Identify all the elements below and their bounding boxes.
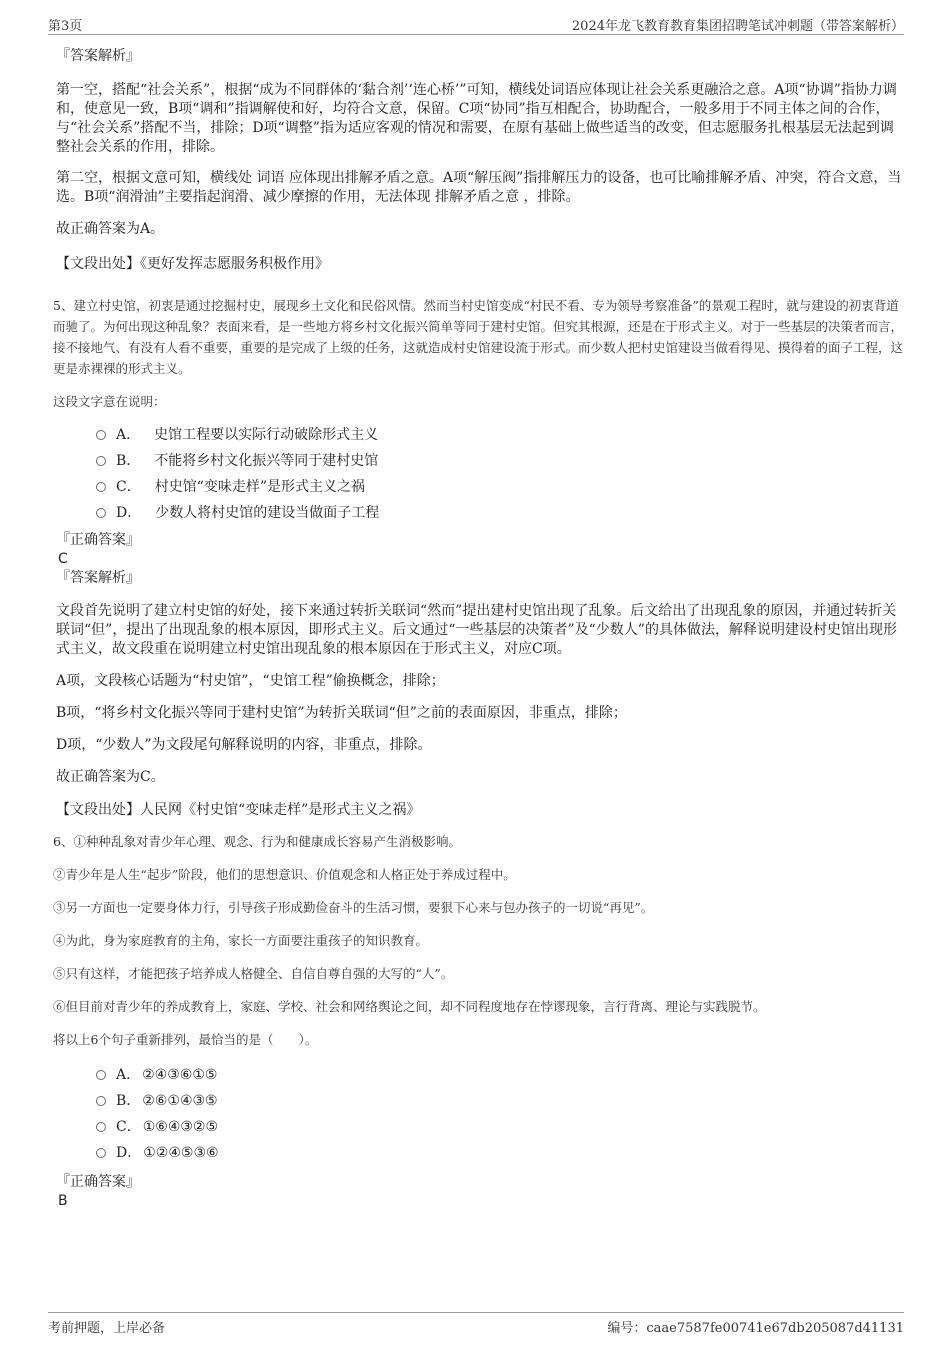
q5-options: [56, 422, 904, 526]
radio-icon[interactable]: [96, 1148, 106, 1158]
radio-icon[interactable]: [96, 482, 106, 492]
q5-prompt: 这段文字意在说明：: [53, 394, 166, 409]
page-number: 第3页: [48, 19, 83, 34]
q5-analysis-p1: 文段首先说明了建立村史馆的好处，接下来通过转折关联词“然而”提出建村史馆出现了乱象。后文给出了出现乱象的原因，并通过转折关联词“但”，提出了出现乱象的根本原因，即形式主义。后文通过“一些基层的决策者”及“少数人”的具体做法，解释说明建设村史馆出现形式主义，故文段重在说明建立村史馆出现乱象的根本原因在于形式主义，对应C项。: [56, 603, 897, 657]
q5-stem: 5、建立村史馆，初衷是通过挖掘村史，展现乡土文化和民俗风情。然而当村史馆变成“村民不看、专为领导考察准备”的景观工程时，就与建设的初衷背道而驰了。为何出现这种乱象？表面来看，是一些地方将乡村文化振兴简单等同于建村史馆。但究其根源，还是在于形式主义。对于一些基层的决策者而言，接不接地气、有没有人看不重要，重要的是完成了上级的任务，这就造成村史馆建设流于形式。而少数人把村史馆建设当做看得见、摸得着的面子工程，这更是赤裸裸的形式主义。: [53, 298, 904, 376]
radio-icon[interactable]: [96, 1070, 106, 1080]
q6-correct-answer: B: [58, 1193, 68, 1209]
q5-option-b[interactable]: B． 不能将乡村文化振兴等同于建村史馆: [96, 448, 904, 474]
q6-option-a[interactable]: A． ②④③⑥①⑤: [96, 1062, 904, 1088]
q5-correct-label: 『正确答案』: [56, 532, 140, 548]
radio-icon[interactable]: [96, 456, 106, 466]
q6-option-b[interactable]: B． ②⑥①④③⑤: [96, 1088, 904, 1114]
document-code: 编号：caae7587fe00741e67db205087d41131: [607, 1321, 904, 1336]
q6-option-d[interactable]: D． ①②④⑤③⑥: [96, 1140, 904, 1166]
q5-analysis-p3: B项，“将乡村文化振兴等同于建村史馆”为转折关联词“但”之前的表面原因，非重点，排除；: [56, 705, 627, 721]
radio-icon[interactable]: [96, 508, 106, 518]
q5-analysis-label: 『答案解析』: [56, 570, 140, 586]
radio-icon[interactable]: [96, 1122, 106, 1132]
q5-option-c[interactable]: C． 村史馆“变味走样”是形式主义之祸: [96, 474, 904, 500]
q6-sentence-2: ②青少年是人生“起步”阶段，他们的思想意识、价值观念和人格正处于养成过程中。: [53, 867, 516, 882]
footer-slogan: 考前押题，上岸必备: [48, 1321, 166, 1336]
q4-analysis-p2: 第二空，根据文意可知，横线处 词语 应体现出排解矛盾之意。A项“解压阀”指排解压力的设备，也可比喻排解矛盾、冲突，符合文意，当选。B项“润滑油”主要指起润滑、减少摩擦的作用，无法体现 排解矛盾之意 ，排除。: [56, 170, 902, 205]
q5-correct-answer: C: [58, 551, 68, 567]
radio-icon[interactable]: [96, 1096, 106, 1106]
q6-sentence-5: ⑤只有这样，才能把孩子培养成人格健全、自信自尊自强的大写的“人”。: [53, 966, 454, 981]
q5-source: 【文段出处】人民网《村史馆“变味走样”是形式主义之祸》: [56, 802, 421, 818]
q6-correct-label: 『正确答案』: [56, 1174, 140, 1190]
q5-analysis-p2: A项，文段核心话题为“村史馆”，“史馆工程”偷换概念，排除；: [56, 673, 445, 689]
q6-sentence-6: ⑥但目前对青少年的养成教育上，家庭、学校、社会和网络舆论之间，却不同程度地存在悖谬现象，言行背离、理论与实践脱节。: [53, 999, 766, 1014]
q5-option-d[interactable]: D． 少数人将村史馆的建设当做面子工程: [96, 500, 904, 526]
q6-sentence-3: ③另一方面也一定要身体力行，引导孩子形成勤俭奋斗的生活习惯，要狠下心来与包办孩子的一切说“再见”。: [53, 900, 654, 915]
q5-option-a[interactable]: A． 史馆工程要以实际行动破除形式主义: [96, 422, 904, 448]
q5-analysis-p4: D项，“少数人”为文段尾句解释说明的内容，非重点，排除。: [56, 737, 432, 753]
q6-option-c[interactable]: C． ①⑥④③②⑤: [96, 1114, 904, 1140]
page-content: [53, 42, 904, 1210]
q4-conclusion: 故正确答案为A。: [56, 221, 165, 237]
q5-conclusion: 故正确答案为C。: [56, 769, 165, 785]
document-title: 2024年龙飞教育教育集团招聘笔试冲刺题（带答案解析）: [571, 19, 904, 34]
radio-icon[interactable]: [96, 430, 106, 440]
q6-options: [56, 1062, 904, 1166]
page-footer: [48, 1312, 904, 1337]
q6-sentence-4: ④为此，身为家庭教育的主角，家长一方面要注重孩子的知识教育。: [53, 933, 429, 948]
q4-source: 【文段出处】《更好发挥志愿服务积极作用》: [56, 256, 329, 272]
q4-analysis-p1: 第一空，搭配“社会关系”，根据“成为不同群体的‘黏合剂’‘连心桥’”可知，横线处词语应体现让社会关系更融洽之意。A项“协调”指协力调和，使意见一致，B项“调和”指调解使和好，均符合文意，保留。C项“协同”指互相配合，协助配合，一般多用于不同主体之间的合作，与“社会关系”搭配不当，排除；D项“调整”指为适应客观的情况和需要，在原有基础上做些适当的改变，但志愿服务扎根基层无法起到调整社会关系的作用，排除。: [56, 82, 897, 155]
q4-analysis-label: 『答案解析』: [56, 48, 140, 64]
page-header: [48, 12, 904, 35]
q6-prompt: 将以上6个句子重新排列，最恰当的是（ ）。: [53, 1032, 318, 1047]
q6-sentence-1: 6、①种种乱象对青少年心理、观念、行为和健康成长容易产生消极影响。: [53, 834, 461, 849]
